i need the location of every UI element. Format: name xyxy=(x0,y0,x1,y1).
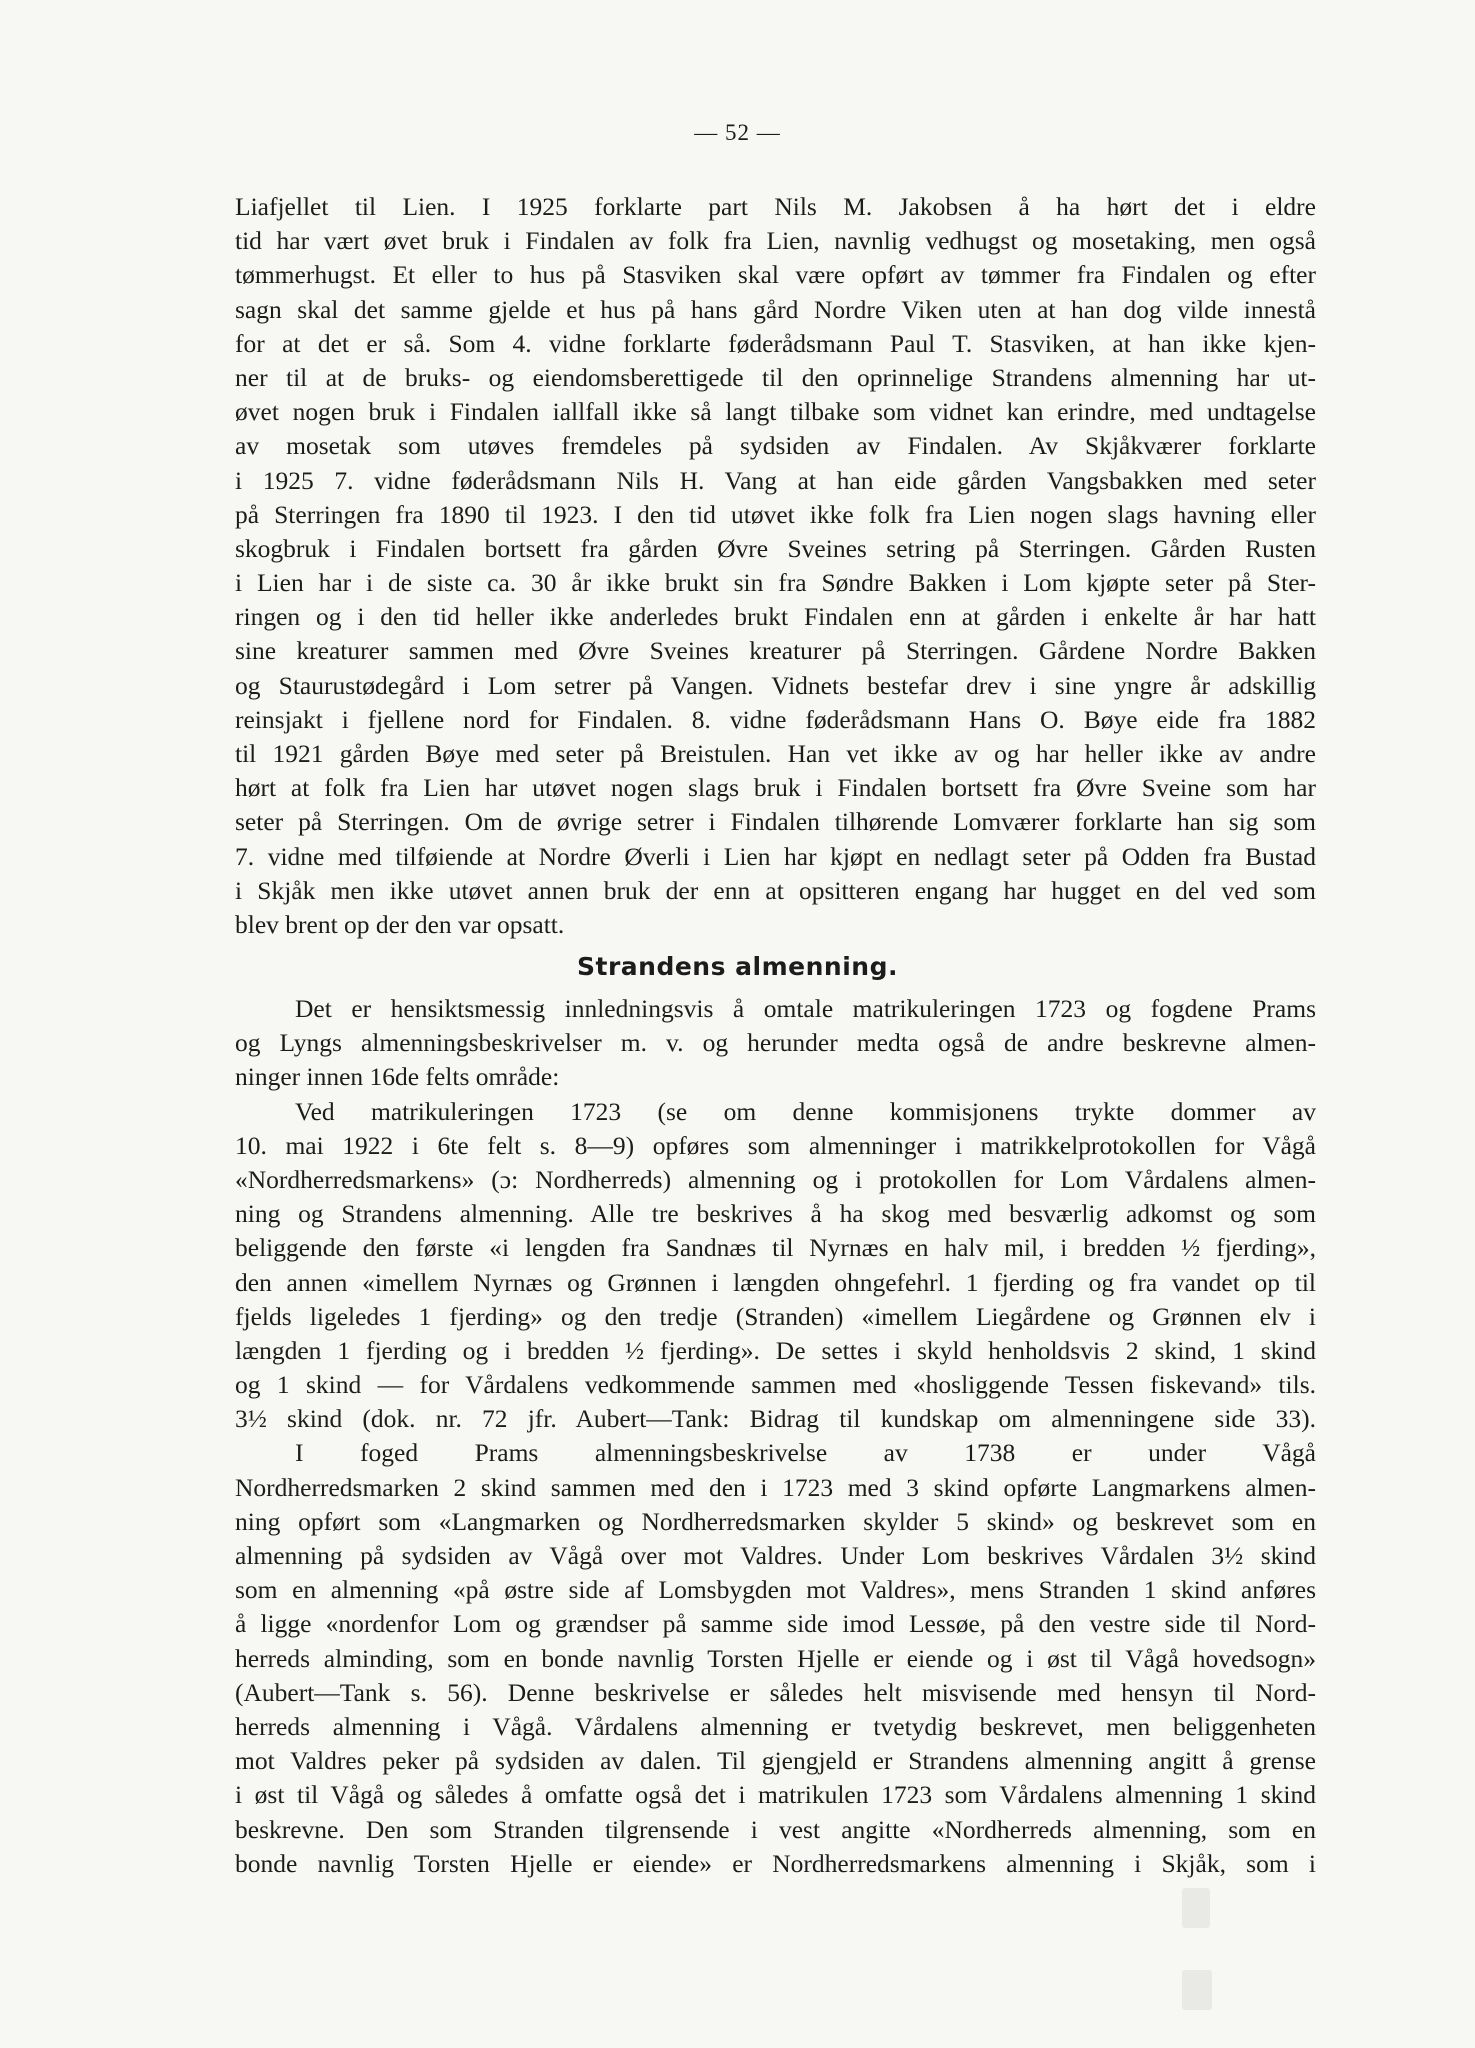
text-line: på Sterringen fra 1890 til 1923. I den tid utøvet ikke folk fra Lien nogen slags havning eller xyxy=(235,499,1316,529)
text-line: Ved matrikuleringen 1723 (se om denne kommisjonens trykte dommer av xyxy=(295,1096,1316,1126)
text-line: å ligge «nordenfor Lom og grændser på samme side imod Lessøe, på den vestre side til Nord- xyxy=(235,1609,1316,1639)
text-line: øvet nogen bruk i Findalen iallfall ikke så langt tilbake som vidnet kan erindre, med undtagelse xyxy=(235,397,1316,427)
text-line: og Lyngs almenningsbeskrivelser m. v. og herunder medta også de andre beskrevne almen- xyxy=(235,1028,1316,1058)
scan-smudge xyxy=(1182,1888,1210,1928)
text-line: herreds almenning i Vågå. Vårdalens almenning er tvetydig beskrevet, men beliggenheten xyxy=(235,1711,1316,1741)
text-line: bonde navnlig Torsten Hjelle er eiende» er Nordherredsmarkens almenning i Skjåk, som i xyxy=(235,1848,1316,1878)
text-line: i øst til Vågå og således å omfatte også det i matrikulen 1723 som Vårdalens almenning 1 skind xyxy=(235,1780,1316,1810)
text-line: 3½ skind (dok. nr. 72 jfr. Aubert—Tank: Bidrag til kundskap om almenningene side 33). xyxy=(235,1404,1316,1434)
text-line: beliggende den første «i lengden fra Sandnæs til Nyrnæs en halv mil, i bredden ½ fjerding», xyxy=(235,1233,1316,1263)
text-line: ner til at de bruks- og eiendomsberettigede til den oprinnelige Strandens almenning har ut- xyxy=(235,362,1316,392)
text-line: seter på Sterringen. Om de øvrige setrer i Findalen tilhørende Lomværer forklarte han sig som xyxy=(235,807,1316,837)
text-line: Nordherredsmarken 2 skind sammen med den i 1723 med 3 skind opførte Langmarkens almen- xyxy=(235,1472,1316,1502)
text-line: mot Valdres peker på sydsiden av dalen. Til gjengjeld er Strandens almenning angitt å grense xyxy=(235,1746,1316,1776)
text-line: længden 1 fjerding og i bredden ½ fjerding». De settes i skyld henholdsvis 2 skind, 1 skind xyxy=(235,1335,1316,1365)
text-line: i Lien har i de siste ca. 30 år ikke brukt sin fra Søndre Bakken i Lom kjøpte seter på Ster- xyxy=(235,568,1316,598)
text-line: den annen «imellem Nyrnæs og Grønnen i længden ohngefehrl. 1 fjerding og fra vandet op til xyxy=(235,1267,1316,1297)
body-text-top xyxy=(235,190,1316,942)
text-line: som en almenning «på østre side af Lomsbygden mot Valdres», mens Stranden 1 skind anføres xyxy=(235,1575,1316,1605)
text-line: Liafjellet til Lien. I 1925 forklarte part Nils M. Jakobsen å ha hørt det i eldre xyxy=(235,192,1316,221)
text-line: til 1921 gården Bøye med seter på Breistulen. Han vet ikke av og har heller ikke av andre xyxy=(235,739,1316,768)
page-number: — 52 — xyxy=(694,120,781,145)
text-line: almenning på sydsiden av Vågå over mot Valdres. Under Lom beskrives Vårdalen 3½ skind xyxy=(235,1541,1316,1570)
text-line: og Staurustødegård i Lom setrer på Vangen. Vidnets bestefar drev i sine yngre år adskillig xyxy=(235,670,1316,700)
body-text-bottom xyxy=(235,992,1316,1881)
text-line: beskrevne. Den som Stranden tilgrensende i vest angitte «Nordherreds almenning, som en xyxy=(235,1814,1316,1844)
text-line: 7. vidne med tilføiende at Nordre Øverli i Lien har kjøpt en nedlagt seter på Odden fra Bustad xyxy=(235,841,1316,871)
text-line: reinsjakt i fjellene nord for Findalen. 8. vidne føderådsmann Hans O. Bøye eide fra 1882 xyxy=(235,704,1316,734)
text-line: (Aubert—Tank s. 56). Denne beskrivelse er således helt misvisende med hensyn til Nord- xyxy=(235,1677,1316,1707)
text-line: tid har vært øvet bruk i Findalen av folk fra Lien, navnlig vedhugst og mosetaking, men også xyxy=(235,226,1316,256)
text-line: ninger innen 16de felts område: xyxy=(235,1062,560,1092)
text-line: sagn skal det samme gjelde et hus på hans gård Nordre Viken uten at han dog vilde innestå xyxy=(235,294,1316,324)
text-line: og 1 skind — for Vårdalens vedkommende sammen med «hosliggende Tessen fiskevand» tils. xyxy=(235,1370,1316,1400)
text-line: tømmerhugst. Et eller to hus på Stasviken skal være opført av tømmer fra Findalen og efter xyxy=(235,260,1316,290)
text-line: i 1925 7. vidne føderådsmann Nils H. Vang at han eide gården Vangsbakken med seter xyxy=(235,465,1316,495)
text-line: i Skjåk men ikke utøvet annen bruk der enn at opsitteren engang har hugget en del ved som xyxy=(235,875,1316,905)
text-line: av mosetak som utøves fremdeles på sydsiden av Findalen. Av Skjåkværer forklarte xyxy=(235,431,1316,461)
text-line: 10. mai 1922 i 6te felt s. 8—9) opføres som almenninger i matrikkelprotokollen for Vågå xyxy=(235,1130,1316,1160)
text-line: blev brent op der den var opsatt. xyxy=(235,909,565,939)
text-line: «Nordherredsmarkens» (ɔ: Nordherreds) almenning og i protokollen for Lom Vårdalens almen- xyxy=(235,1164,1316,1194)
text-line: fjelds ligeledes 1 fjerding» og den tredje (Stranden) «imellem Liegårdene og Grønnen elv i xyxy=(235,1301,1316,1331)
scan-smudge xyxy=(1182,1970,1212,2010)
text-line: ning opført som «Langmarken og Nordherredsmarken skylder 5 skind» og beskrevet som en xyxy=(235,1506,1316,1536)
text-line: ringen og i den tid heller ikke anderledes brukt Findalen enn at gården i enkelte år har hatt xyxy=(235,602,1316,632)
text-line: ning og Strandens almenning. Alle tre beskrives å ha skog med besværlig adkomst og som xyxy=(235,1199,1316,1229)
text-line: hørt at folk fra Lien har utøvet nogen slags bruk i Findalen bortsett fra Øvre Sveine som har xyxy=(235,773,1316,803)
text-line: herreds alminding, som en bonde navnlig Torsten Hjelle er eiende og i øst til Vågå hovedsogn» xyxy=(235,1643,1316,1673)
text-line: skogbruk i Findalen bortsett fra gården Øvre Sveines setring på Sterringen. Gården Rusten xyxy=(235,533,1316,563)
text-line: Det er hensiktsmessig innledningsvis å omtale matrikuleringen 1723 og fogdene Prams xyxy=(295,994,1316,1023)
text-line: for at det er så. Som 4. vidne forklarte føderådsmann Paul T. Stasviken, at han ikke kjen- xyxy=(235,328,1316,358)
text-line: I foged Prams almenningsbeskrivelse av 1738 er under Vågå xyxy=(295,1438,1316,1468)
section-heading: Strandens almenning. xyxy=(577,952,898,981)
text-line: sine kreaturer sammen med Øvre Sveines kreaturer på Sterringen. Gårdene Nordre Bakken xyxy=(235,636,1316,666)
